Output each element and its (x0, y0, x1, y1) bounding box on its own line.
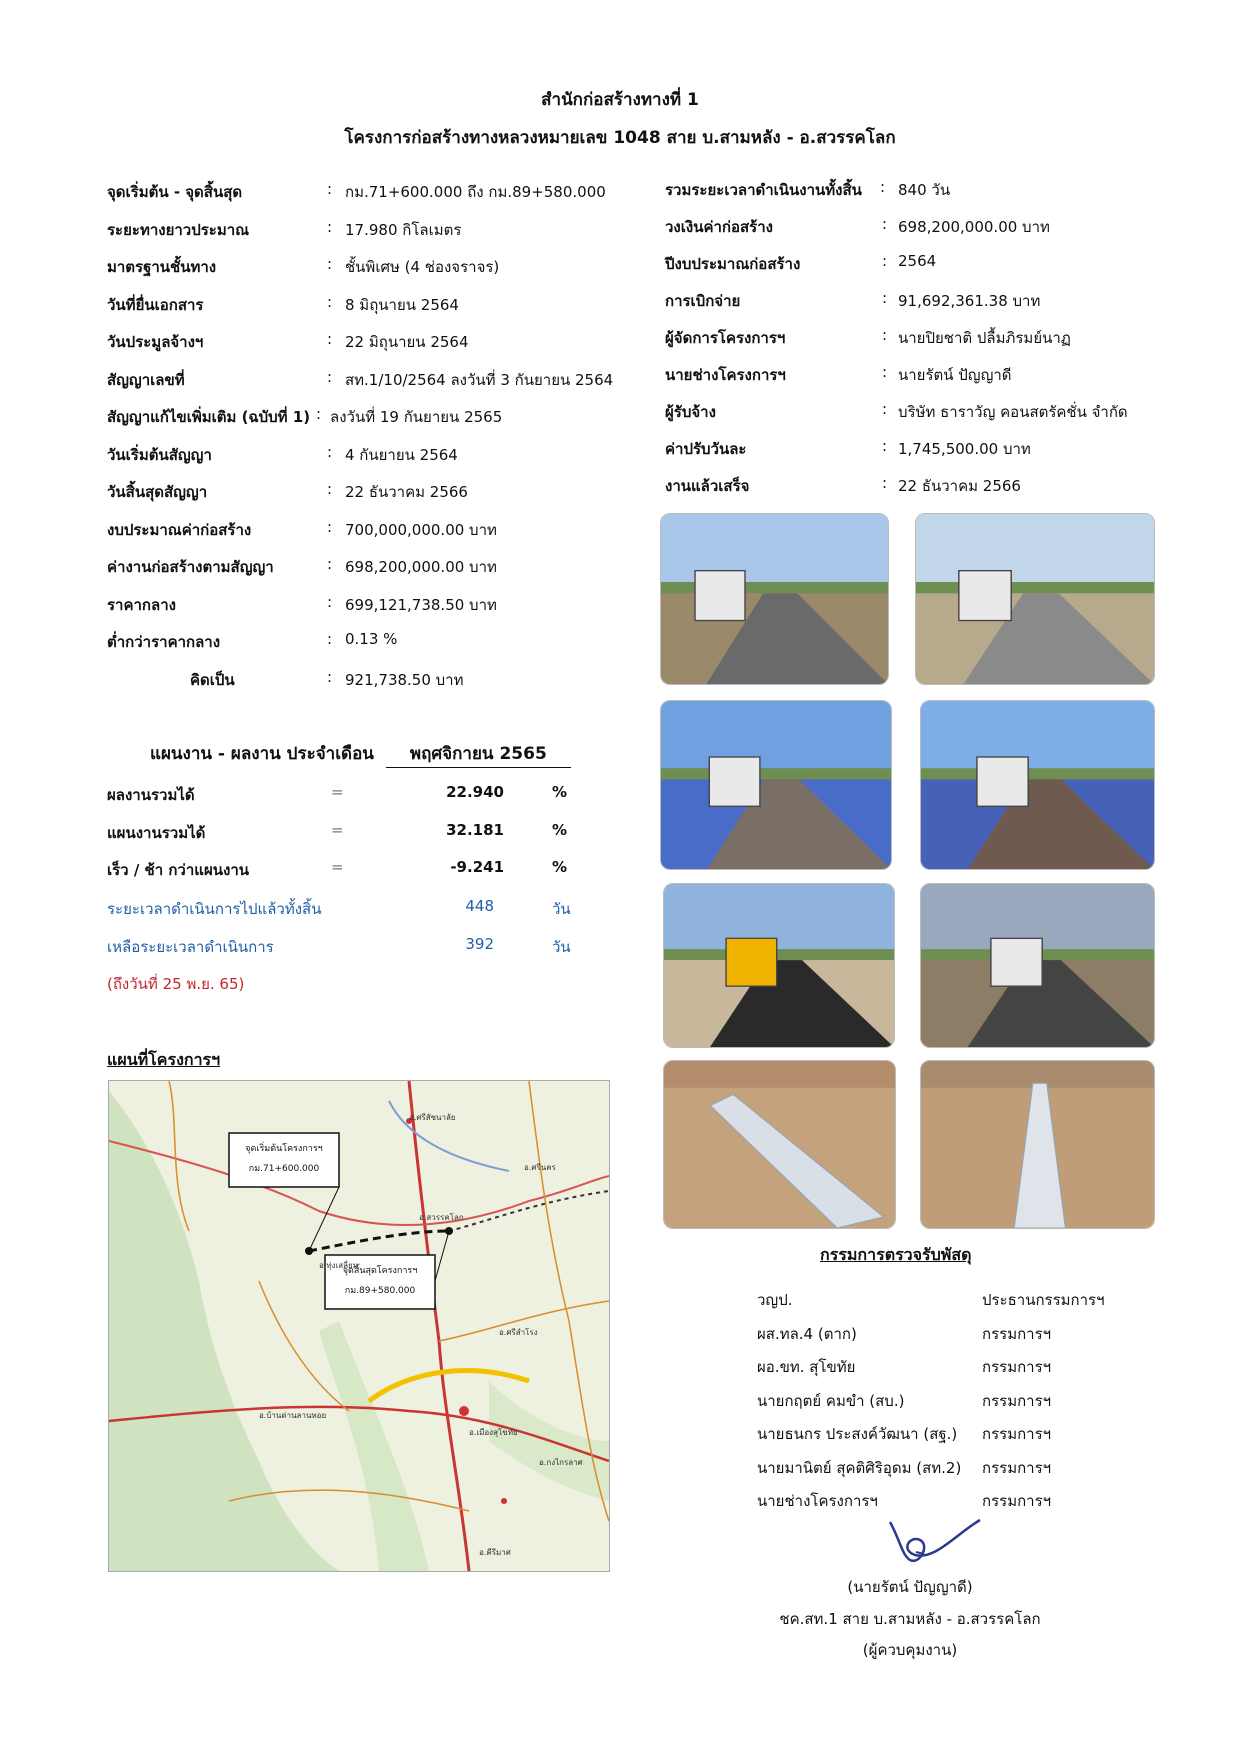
site-photo (920, 1060, 1155, 1229)
photo-scene-icon (916, 514, 1154, 684)
site-photo (660, 513, 889, 685)
committee-member-role: กรรมการฯ (982, 1458, 1052, 1477)
info-value: 4 กันยายน 2564 (345, 445, 458, 464)
progress-header (150, 740, 571, 768)
info-value: 1,745,500.00 บาท (898, 440, 1031, 458)
photo-scene-icon (921, 884, 1154, 1047)
map-town-label: อ.สวรรคโลก (419, 1213, 464, 1222)
progress-note: (ถึงวันที่ 25 พ.ย. 65) (107, 975, 245, 993)
progress-title: แผนงาน - ผลงาน ประจำเดือน (150, 744, 374, 764)
committee-member-name: นายช่างโครงการฯ (757, 1492, 878, 1510)
info-label: คิดเป็น (190, 670, 235, 689)
map-town-label: อ.ทุ่งเสลี่ยม (319, 1261, 359, 1270)
info-colon: : (327, 255, 333, 273)
committee-member-name: ผอ.ขท. สุโขทัย (757, 1358, 856, 1376)
map-town-label: อ.ศรีสำโรง (499, 1328, 538, 1337)
committee-member-role: กรรมการฯ (982, 1492, 1052, 1510)
progress-unit: % (552, 783, 568, 801)
progress-label: ผลงานรวมได้ (107, 786, 195, 804)
info-label: วันประมูลจ้างฯ (107, 333, 204, 351)
info-colon: : (327, 555, 333, 573)
info-label: ค่างานก่อสร้างตามสัญญา (107, 558, 274, 576)
info-label: นายช่างโครงการฯ (665, 366, 786, 384)
info-colon: : (882, 363, 888, 381)
progress-value: -9.241 (450, 858, 504, 876)
info-value: ลงวันที่ 19 กันยายน 2565 (330, 408, 503, 426)
signature-role: (ผู้ควบคุมงาน) (862, 1641, 958, 1659)
site-photo (920, 883, 1155, 1048)
info-label: ปีงบประมาณก่อสร้าง (665, 255, 801, 273)
info-value: 699,121,738.50 บาท (345, 595, 497, 614)
progress-month: พฤศจิกายน 2565 (386, 740, 571, 768)
map-start-label: จุดเริ่มต้นโครงการฯ (245, 1144, 323, 1154)
photo-scene-icon (921, 701, 1154, 869)
committee-member-role: กรรมการฯ (982, 1425, 1052, 1443)
committee-title: กรรมการตรวจรับพัสดุ (820, 1245, 972, 1264)
map-town-label: อ.ศรีสัชนาลัย (409, 1113, 456, 1122)
time-unit: วัน (552, 900, 571, 918)
site-photo (663, 883, 895, 1048)
info-label: มาตรฐานชั้นทาง (107, 258, 217, 276)
info-value: 22 มิถุนายน 2564 (345, 333, 469, 351)
map-town-label: อ.ศรีนคร (524, 1163, 556, 1172)
info-colon: : (882, 252, 888, 270)
info-value: 0.13 % (345, 630, 398, 648)
info-value: ชั้นพิเศษ (4 ช่องจราจร) (345, 258, 500, 276)
map-town-label: อ.เมืองสุโขทัย (469, 1428, 518, 1437)
map-end-label: จุดสิ้นสุดโครงการฯ (342, 1266, 418, 1276)
info-colon: : (327, 630, 333, 648)
info-value: 698,200,000.00 บาท (898, 218, 1050, 236)
info-colon: : (882, 289, 888, 307)
info-label: สัญญาเลขที่ (107, 370, 185, 389)
time-label: เหลือระยะเวลาดำเนินการ (107, 938, 274, 956)
info-label: งบประมาณค่าก่อสร้าง (107, 520, 252, 539)
info-label: งานแล้วเสร็จ (665, 477, 750, 495)
info-value: 17.980 กิโลเมตร (345, 220, 462, 239)
committee-member-name: นายมานิตย์ สุคติศิริอุดม (สท.2) (757, 1458, 962, 1477)
info-label: ผู้รับจ้าง (665, 403, 716, 421)
info-label: วันเริ่มต้นสัญญา (107, 445, 212, 464)
info-colon: : (327, 517, 333, 536)
signature-name: (นายรัตน์ ปัญญาดี) (847, 1578, 973, 1596)
photo-scene-icon (664, 1061, 895, 1228)
info-value: บริษัท ธาราวัญ คอนสตรัคชั่น จำกัด (898, 403, 1128, 421)
time-value: 448 (465, 897, 494, 915)
info-label: ค่าปรับวันละ (665, 440, 747, 458)
signature-icon (880, 1510, 990, 1570)
committee-member-name: ผส.ทล.4 (ตาก) (757, 1324, 857, 1343)
info-label: สัญญาแก้ไขเพิ่มเติม (ฉบับที่ 1) (107, 408, 311, 426)
info-value: 22 ธันวาคม 2566 (345, 483, 468, 501)
site-photo (660, 700, 892, 870)
progress-eq: = (331, 858, 344, 876)
signature-position: ชค.สท.1 สาย บ.สามหลัง - อ.สวรรคโลก (779, 1610, 1041, 1628)
map-town-label: อ.กงไกรลาศ (539, 1458, 583, 1467)
info-colon: : (327, 442, 333, 461)
info-colon: : (882, 474, 888, 492)
committee-member-role: กรรมการฯ (982, 1324, 1052, 1343)
info-value: 91,692,361.38 บาท (898, 292, 1041, 310)
photo-scene-icon (661, 514, 888, 684)
site-photo (663, 1060, 896, 1229)
info-colon: : (882, 400, 888, 418)
committee-member-name: นายกฤตย์ คมขำ (สบ.) (757, 1391, 905, 1410)
info-colon: : (882, 215, 888, 233)
info-value: 8 มิถุนายน 2564 (345, 295, 459, 314)
progress-value: 32.181 (446, 820, 504, 839)
photo-scene-icon (664, 884, 894, 1047)
info-value: นายปิยชาติ ปลื้มภิรมย์นาฏ (898, 329, 1071, 347)
info-value: 921,738.50 บาท (345, 670, 464, 689)
progress-label: เร็ว / ช้า กว่าแผนงาน (107, 861, 249, 879)
progress-unit: % (552, 858, 568, 876)
site-photo (920, 700, 1155, 870)
committee-member-name: นายธนกร ประสงค์วัฒนา (สฐ.) (757, 1425, 958, 1443)
committee-member-role: ประธานกรรมการฯ (982, 1291, 1105, 1309)
map-town-label: อ.คีรีมาศ (479, 1548, 511, 1557)
info-colon: : (880, 178, 886, 196)
site-photo (915, 513, 1155, 685)
progress-eq: = (331, 783, 344, 801)
info-colon: : (327, 480, 333, 498)
committee-member-name: วญป. (757, 1291, 793, 1309)
info-label: วันสิ้นสุดสัญญา (107, 483, 208, 501)
time-unit: วัน (552, 938, 571, 956)
map-title: แผนที่โครงการฯ (107, 1050, 221, 1069)
project-title: โครงการก่อสร้างทางหลวงหมายเลข 1048 สาย บ.สามหลัง - อ.สวรรคโลก (344, 128, 896, 148)
project-map (108, 1080, 610, 1572)
committee-member-role: กรรมการฯ (982, 1358, 1052, 1376)
info-value: สท.1/10/2564 ลงวันที่ 3 กันยายน 2564 (345, 370, 614, 389)
info-label: ระยะทางยาวประมาณ (107, 220, 250, 239)
info-value: 840 วัน (898, 181, 951, 199)
info-label: ราคากลาง (107, 595, 176, 614)
map-town-label: อ.บ้านด่านลานหอย (259, 1411, 327, 1420)
info-value: 22 ธันวาคม 2566 (898, 477, 1021, 495)
info-label: ผู้จัดการโครงการฯ (665, 329, 786, 347)
info-label: การเบิกจ่าย (665, 292, 741, 310)
info-value: 2564 (898, 252, 937, 270)
info-value: นายรัตน์ ปัญญาดี (898, 366, 1012, 384)
progress-unit: % (552, 820, 568, 839)
info-colon: : (327, 217, 333, 236)
info-colon: : (327, 180, 333, 198)
info-colon: : (327, 330, 333, 348)
info-label: วงเงินค่าก่อสร้าง (665, 218, 773, 236)
info-value: กม.71+600.000 ถึง กม.89+580.000 (345, 183, 606, 201)
progress-label: แผนงานรวมได้ (107, 823, 206, 842)
signature-mark (880, 1510, 990, 1574)
info-colon: : (882, 437, 888, 455)
info-value: 698,200,000.00 บาท (345, 558, 497, 576)
map-end-km: กม.89+580.000 (344, 1286, 416, 1296)
committee-member-role: กรรมการฯ (982, 1391, 1052, 1410)
info-colon: : (882, 326, 888, 344)
progress-value: 22.940 (446, 783, 504, 801)
info-label: จุดเริ่มต้น - จุดสิ้นสุด (107, 183, 243, 201)
info-colon: : (327, 592, 333, 611)
map-start-box (231, 1139, 337, 1179)
info-colon: : (327, 367, 333, 386)
info-colon: : (327, 292, 333, 311)
info-value: 700,000,000.00 บาท (345, 520, 497, 539)
progress-eq: = (331, 820, 344, 839)
map-start-km: กม.71+600.000 (248, 1164, 320, 1174)
info-colon: : (316, 405, 322, 423)
time-value: 392 (465, 935, 494, 953)
photo-scene-icon (661, 701, 891, 869)
info-colon: : (327, 667, 333, 686)
time-label: ระยะเวลาดำเนินการไปแล้วทั้งสิ้น (107, 900, 322, 918)
photo-scene-icon (921, 1061, 1154, 1228)
info-label: รวมระยะเวลาดำเนินงานทั้งสิ้น (665, 181, 862, 199)
office-title: สำนักก่อสร้างทางที่ 1 (541, 90, 699, 110)
info-label: วันที่ยื่นเอกสาร (107, 295, 204, 314)
info-label: ต่ำกว่าราคากลาง (107, 633, 221, 651)
